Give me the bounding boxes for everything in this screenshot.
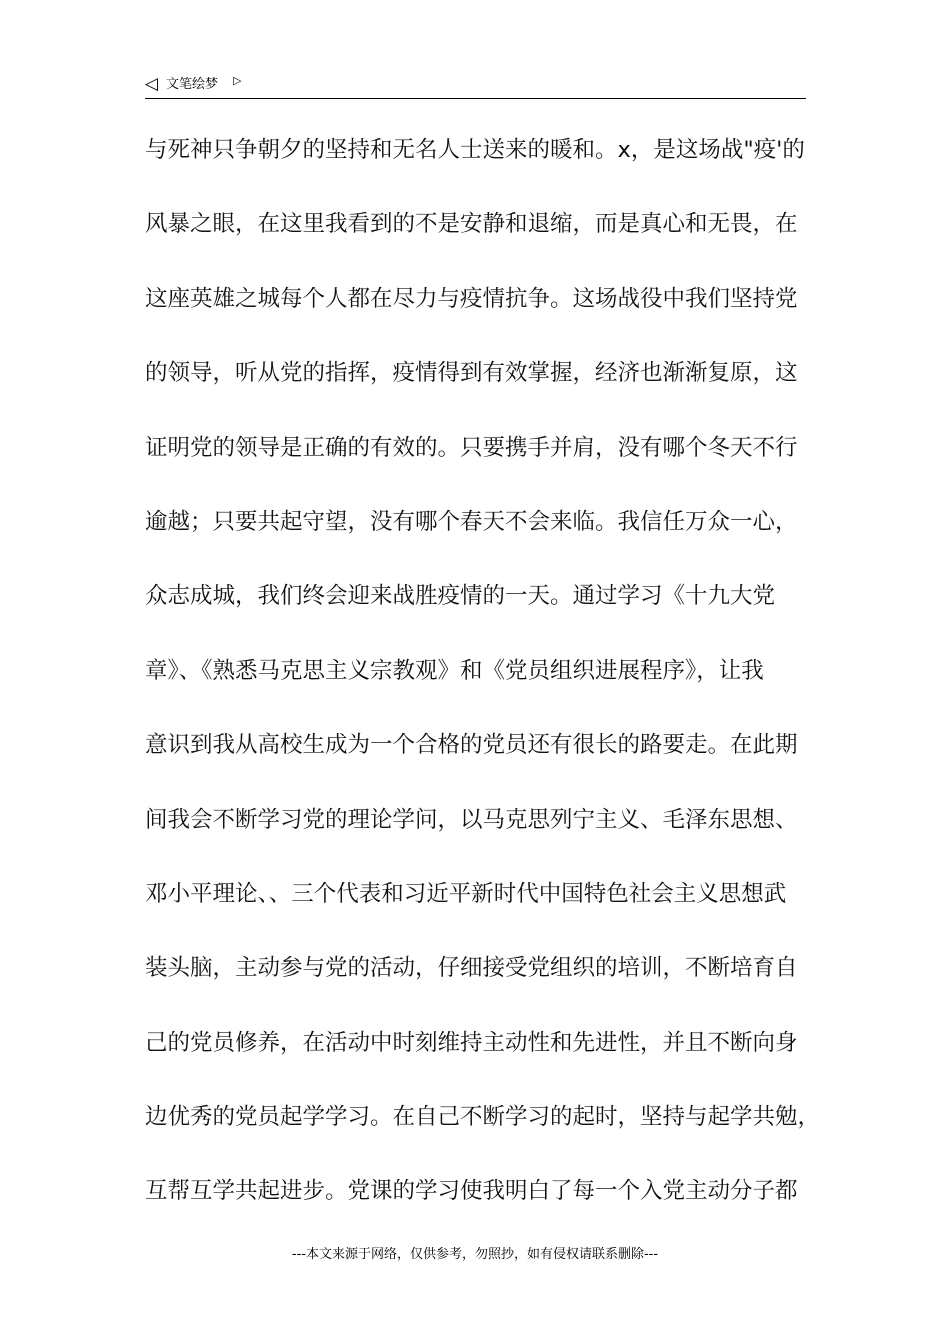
body-line: 己的党员修养，在活动中时刻维持主动性和先进性，并且不断向身: [145, 1029, 798, 1056]
body-line: 邓小平理论、、三个代表和习近平新时代中国特色社会主义思想武: [145, 880, 787, 907]
body-line: 装头脑，主动参与党的活动，仔细接受党组织的培训，不断培育自: [145, 955, 798, 982]
document-body: [145, 129, 825, 1245]
body-line: 这座英雄之城每个人都在尽力与疫情抗争。这场战役中我们坚持党: [145, 285, 798, 312]
page-footer: ---本文来源于网络，仅供参考，勿照抄，如有侵权请联系删除---: [291, 1247, 659, 1262]
body-line: 边优秀的党员起学学习。在自己不断学习的起时，坚持与起学共勉，: [145, 1104, 821, 1131]
body-line: 的领导，听从党的指挥，疫情得到有效掌握，经济也渐渐复原，这: [145, 360, 798, 387]
triangle-right-icon: ▷: [233, 74, 242, 87]
body-line: 间我会不断学习党的理论学问，以马克思列宁主义、毛泽东思想、: [145, 806, 798, 833]
header-brand: 文笔绘梦: [166, 77, 219, 92]
page-header: [145, 72, 806, 99]
body-line: 风暴之眼，在这里我看到的不是安静和退缩，而是真心和无畏，在: [145, 211, 798, 238]
body-line: 互帮互学共起进步。党课的学习使我明白了每一个入党主动分子都: [145, 1178, 798, 1205]
body-line: 众志成城，我们终会迎来战胜疫情的一天。通过学习《十九大党: [145, 583, 776, 610]
body-line: 意识到我从高校生成为一个合格的党员还有很长的路要走。在此期: [145, 732, 798, 759]
body-line: 逾越；只要共起守望，没有哪个春天不会来临。我信任万众一心，: [145, 508, 798, 535]
triangle-left-icon: ◁: [145, 74, 159, 94]
body-line: 证明党的领导是正确的有效的。只要携手并肩，没有哪个冬天不行: [145, 434, 798, 461]
body-line: 与死神只争朝夕的坚持和无名人士送来的暖和。x，是这场战"疫'的: [145, 137, 805, 163]
body-line: 章》、《熟悉马克思主义宗教观》和《党员组织进展程序》，让我: [145, 657, 764, 684]
